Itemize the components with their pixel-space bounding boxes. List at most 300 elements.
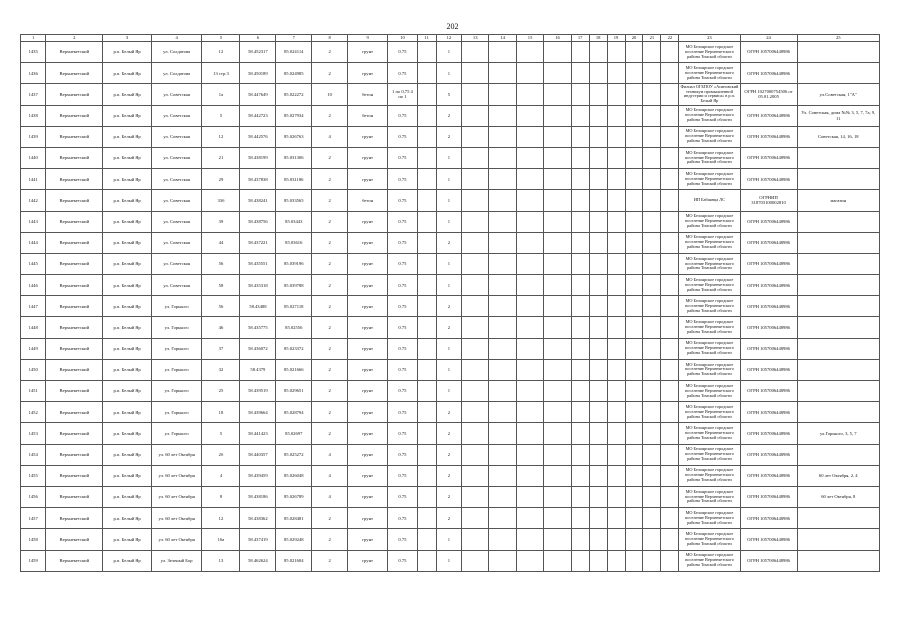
- cell-empty: [661, 190, 679, 211]
- cell-empty: [544, 147, 571, 168]
- record-number: 1444: [21, 232, 46, 253]
- surface-type: грунт: [348, 42, 388, 63]
- cell-empty: [489, 444, 516, 465]
- served-addresses: [797, 211, 879, 232]
- column-number: 6: [240, 35, 276, 42]
- latitude: 58.438199: [240, 147, 276, 168]
- locality: р.п. Белый Яр: [103, 317, 152, 338]
- cell-empty: [661, 42, 679, 63]
- house-number: 58: [202, 275, 240, 296]
- house-number: 8: [202, 486, 240, 507]
- owner-organization: МО Белоярское городское поселение Верхнекетского района Томской области: [679, 126, 740, 147]
- column-number: 5: [202, 35, 240, 42]
- served-addresses: [797, 42, 879, 63]
- district: Верхнекетский: [46, 84, 103, 105]
- cell-empty: [571, 42, 589, 63]
- table-row: [21, 232, 880, 253]
- cell-empty: [516, 359, 543, 380]
- served-addresses: [797, 359, 879, 380]
- cell-empty: [607, 423, 625, 444]
- cell-empty: [589, 147, 607, 168]
- cell-empty: [417, 359, 436, 380]
- cell-empty: [589, 42, 607, 63]
- cell-empty: [607, 508, 625, 529]
- cell-empty: [417, 211, 436, 232]
- cell-empty: [516, 63, 543, 84]
- cell-empty: [589, 190, 607, 211]
- owner-organization: МО Белоярское городское поселение Верхнекетского района Томской области: [679, 359, 740, 380]
- latitude: 58.440357: [240, 444, 276, 465]
- cell-empty: [544, 317, 571, 338]
- cell-empty: [489, 211, 516, 232]
- street: ул. Солдатова: [151, 42, 202, 63]
- cell-empty: [625, 84, 643, 105]
- cell-empty: [544, 253, 571, 274]
- surface-type: грунт: [348, 444, 388, 465]
- owner-organization: МО Белоярское городское поселение Верхнекетского района Томской области: [679, 232, 740, 253]
- cell-empty: [516, 529, 543, 550]
- cell-count: 2: [436, 317, 461, 338]
- cell-empty: [661, 338, 679, 359]
- district: Верхнекетский: [46, 105, 103, 126]
- cell-count: 1: [436, 63, 461, 84]
- column-number: 22: [661, 35, 679, 42]
- table-row: [21, 190, 880, 211]
- container-count: 2: [312, 317, 348, 338]
- cell-empty: [516, 253, 543, 274]
- street: ул. Советская: [151, 253, 202, 274]
- cell-empty: [462, 232, 489, 253]
- cell-empty: [661, 359, 679, 380]
- cell-empty: [625, 105, 643, 126]
- cell-empty: [607, 381, 625, 402]
- area: 0.75: [388, 275, 418, 296]
- district: Верхнекетский: [46, 169, 103, 190]
- district: Верхнекетский: [46, 359, 103, 380]
- cell-empty: [625, 147, 643, 168]
- owner-organization: МО Белоярское городское поселение Верхнекетского района Томской области: [679, 381, 740, 402]
- container-count: 2: [312, 169, 348, 190]
- cell-empty: [607, 84, 625, 105]
- container-count: 10: [312, 84, 348, 105]
- cell-empty: [462, 550, 489, 571]
- area: 0.75: [388, 486, 418, 507]
- cell-empty: [417, 169, 436, 190]
- table-row: [21, 402, 880, 423]
- latitude: 58.439519: [240, 381, 276, 402]
- table-row: [21, 253, 880, 274]
- cell-count: 1: [436, 169, 461, 190]
- cell-empty: [643, 42, 661, 63]
- cell-empty: [417, 275, 436, 296]
- latitude: 58.435551: [240, 253, 276, 274]
- street: ул. Горького: [151, 381, 202, 402]
- container-count: 2: [312, 147, 348, 168]
- cell-empty: [571, 126, 589, 147]
- record-number: 1441: [21, 169, 46, 190]
- cell-empty: [625, 296, 643, 317]
- house-number: 21: [202, 147, 240, 168]
- cell-empty: [589, 63, 607, 84]
- street: ул. Горького: [151, 296, 202, 317]
- cell-empty: [643, 508, 661, 529]
- cell-empty: [571, 275, 589, 296]
- served-addresses: [797, 147, 879, 168]
- house-number: 46: [202, 317, 240, 338]
- house-number: 56: [202, 253, 240, 274]
- cell-empty: [571, 486, 589, 507]
- cell-empty: [661, 486, 679, 507]
- cell-empty: [516, 465, 543, 486]
- surface-type: грунт: [348, 232, 388, 253]
- latitude: 58.436072: [240, 338, 276, 359]
- cell-empty: [643, 465, 661, 486]
- longitude: 85.02697: [276, 423, 312, 444]
- area: 0.75: [388, 147, 418, 168]
- cell-empty: [661, 126, 679, 147]
- owner-ogrn: ОГРН 1057006448986: [740, 338, 797, 359]
- longitude: 85.029651: [276, 381, 312, 402]
- table-row: [21, 169, 880, 190]
- container-count: 2: [312, 338, 348, 359]
- cell-count: 2: [436, 423, 461, 444]
- street: ул. 60 лет Октября: [151, 486, 202, 507]
- record-number: 1443: [21, 211, 46, 232]
- cell-empty: [661, 402, 679, 423]
- cell-empty: [489, 359, 516, 380]
- owner-organization: МО Белоярское городское поселение Верхнекетского района Томской области: [679, 211, 740, 232]
- cell-empty: [571, 296, 589, 317]
- served-addresses: [797, 317, 879, 338]
- column-number: 13: [462, 35, 489, 42]
- table-row: [21, 105, 880, 126]
- surface-type: грунт: [348, 423, 388, 444]
- house-number: 56: [202, 296, 240, 317]
- longitude: 85.023372: [276, 338, 312, 359]
- latitude: 58.441423: [240, 423, 276, 444]
- cell-empty: [516, 423, 543, 444]
- street: ул. Солдатова: [151, 63, 202, 84]
- cell-empty: [661, 381, 679, 402]
- surface-type: грунт: [348, 275, 388, 296]
- cell-empty: [489, 508, 516, 529]
- cell-empty: [544, 423, 571, 444]
- cell-empty: [607, 147, 625, 168]
- cell-empty: [607, 42, 625, 63]
- served-addresses: 60 лет Октября, 2, 4: [797, 465, 879, 486]
- street: ул. Горького: [151, 359, 202, 380]
- area: 0.75: [388, 444, 418, 465]
- district: Верхнекетский: [46, 211, 103, 232]
- district: Верхнекетский: [46, 190, 103, 211]
- column-number: 4: [151, 35, 202, 42]
- longitude: 85.026763: [276, 126, 312, 147]
- record-number: 1439: [21, 126, 46, 147]
- cell-empty: [489, 190, 516, 211]
- cell-empty: [661, 253, 679, 274]
- cell-empty: [417, 42, 436, 63]
- locality: р.п. Белый Яр: [103, 253, 152, 274]
- surface-type: грунт: [348, 381, 388, 402]
- cell-empty: [516, 126, 543, 147]
- locality: р.п. Белый Яр: [103, 190, 152, 211]
- surface-type: грунт: [348, 402, 388, 423]
- record-number: 1438: [21, 105, 46, 126]
- district: Верхнекетский: [46, 253, 103, 274]
- cell-empty: [417, 317, 436, 338]
- table-row: [21, 296, 880, 317]
- cell-empty: [489, 381, 516, 402]
- locality: р.п. Белый Яр: [103, 359, 152, 380]
- street: ул. Советская: [151, 169, 202, 190]
- table-body: [21, 35, 880, 572]
- house-number: 12: [202, 126, 240, 147]
- district: Верхнекетский: [46, 63, 103, 84]
- cell-count: 2: [436, 444, 461, 465]
- owner-organization: МО Белоярское городское поселение Верхнекетского района Томской области: [679, 465, 740, 486]
- container-count: 2: [312, 105, 348, 126]
- surface-type: грунт: [348, 253, 388, 274]
- owner-ogrn: ОГРН 1057006448986: [740, 486, 797, 507]
- cell-empty: [417, 381, 436, 402]
- cell-empty: [417, 253, 436, 274]
- cell-empty: [625, 63, 643, 84]
- cell-empty: [462, 317, 489, 338]
- district: Верхнекетский: [46, 486, 103, 507]
- cell-empty: [643, 529, 661, 550]
- column-number: 16: [544, 35, 571, 42]
- owner-organization: МО Белоярское городское поселение Верхнекетского района Томской области: [679, 529, 740, 550]
- cell-empty: [625, 529, 643, 550]
- cell-empty: [643, 423, 661, 444]
- owner-ogrn: ОГРН 1057006448986: [740, 275, 797, 296]
- owner-ogrn: ОГРН 1057006448986: [740, 42, 797, 63]
- cell-empty: [643, 169, 661, 190]
- owner-ogrn: ОГРН 1057006448986: [740, 359, 797, 380]
- record-number: 1451: [21, 381, 46, 402]
- cell-empty: [489, 63, 516, 84]
- column-number: 14: [489, 35, 516, 42]
- longitude: 85.029248: [276, 529, 312, 550]
- cell-empty: [643, 84, 661, 105]
- table-row: [21, 42, 880, 63]
- owner-ogrn: ОГРН 1057006448986: [740, 63, 797, 84]
- served-addresses: магазин: [797, 190, 879, 211]
- longitude: 85.024985: [276, 63, 312, 84]
- house-number: 12: [202, 508, 240, 529]
- street: ул. 60 лет Октября: [151, 508, 202, 529]
- container-count: 4: [312, 465, 348, 486]
- served-addresses: [797, 253, 879, 274]
- longitude: 85.021604: [276, 550, 312, 571]
- cell-empty: [516, 232, 543, 253]
- surface-type: грунт: [348, 169, 388, 190]
- cell-empty: [489, 42, 516, 63]
- latitude: 58.437419: [240, 529, 276, 550]
- house-number: 37: [202, 338, 240, 359]
- served-addresses: [797, 508, 879, 529]
- table-row: [21, 211, 880, 232]
- street: ул. Советская: [151, 105, 202, 126]
- cell-empty: [643, 359, 661, 380]
- cell-empty: [643, 381, 661, 402]
- container-count: 4: [312, 126, 348, 147]
- served-addresses: [797, 169, 879, 190]
- district: Верхнекетский: [46, 42, 103, 63]
- table-row: [21, 126, 880, 147]
- locality: р.п. Белый Яр: [103, 126, 152, 147]
- cell-empty: [462, 211, 489, 232]
- cell-empty: [462, 338, 489, 359]
- surface-type: грунт: [348, 359, 388, 380]
- locality: р.п. Белый Яр: [103, 529, 152, 550]
- cell-empty: [661, 508, 679, 529]
- cell-empty: [589, 359, 607, 380]
- cell-empty: [462, 169, 489, 190]
- cell-empty: [417, 338, 436, 359]
- latitude: 58.452317: [240, 42, 276, 63]
- cell-empty: [462, 402, 489, 423]
- cell-count: 2: [436, 508, 461, 529]
- cell-empty: [462, 63, 489, 84]
- column-number: 19: [607, 35, 625, 42]
- cell-empty: [571, 211, 589, 232]
- street: ул. Горького: [151, 423, 202, 444]
- record-number: 1442: [21, 190, 46, 211]
- latitude: 58.438362: [240, 508, 276, 529]
- cell-empty: [571, 105, 589, 126]
- longitude: 85.031186: [276, 169, 312, 190]
- cell-empty: [589, 84, 607, 105]
- table-row: [21, 63, 880, 84]
- house-number: 2б: [202, 444, 240, 465]
- longitude: 85.026048: [276, 465, 312, 486]
- container-count: 2: [312, 423, 348, 444]
- cell-empty: [625, 169, 643, 190]
- cell-empty: [516, 169, 543, 190]
- area: 0.75: [388, 232, 418, 253]
- cell-empty: [544, 486, 571, 507]
- district: Верхнекетский: [46, 275, 103, 296]
- surface-type: грунт: [348, 550, 388, 571]
- cell-empty: [489, 338, 516, 359]
- cell-empty: [571, 253, 589, 274]
- cell-empty: [489, 550, 516, 571]
- cell-empty: [607, 232, 625, 253]
- container-count: 4: [312, 444, 348, 465]
- house-number: 5: [202, 423, 240, 444]
- cell-empty: [589, 338, 607, 359]
- cell-empty: [625, 42, 643, 63]
- record-number: 1435: [21, 42, 46, 63]
- record-number: 1436: [21, 63, 46, 84]
- owner-organization: МО Белоярское городское поселение Верхнекетского района Томской области: [679, 147, 740, 168]
- cell-empty: [489, 232, 516, 253]
- cell-empty: [417, 402, 436, 423]
- owner-ogrn: ОГРН 1057006448986: [740, 126, 797, 147]
- served-addresses: [797, 529, 879, 550]
- cell-empty: [571, 63, 589, 84]
- house-number: 1а: [202, 84, 240, 105]
- cell-empty: [589, 253, 607, 274]
- cell-empty: [661, 444, 679, 465]
- locality: р.п. Белый Яр: [103, 63, 152, 84]
- cell-count: 2: [436, 465, 461, 486]
- owner-organization: МО Белоярское городское поселение Верхнекетского района Томской области: [679, 486, 740, 507]
- cell-empty: [417, 296, 436, 317]
- record-number: 1456: [21, 486, 46, 507]
- cell-empty: [625, 381, 643, 402]
- record-number: 1458: [21, 529, 46, 550]
- cell-count: 1: [436, 190, 461, 211]
- cell-count: 2: [436, 402, 461, 423]
- latitude: 58.439459: [240, 465, 276, 486]
- cell-empty: [544, 190, 571, 211]
- column-number: 2: [46, 35, 103, 42]
- district: Верхнекетский: [46, 296, 103, 317]
- district: Верхнекетский: [46, 147, 103, 168]
- owner-ogrn: ОГРН 1027000754506 от 05.01.2005: [740, 84, 797, 105]
- cell-empty: [571, 402, 589, 423]
- cell-count: 1: [436, 275, 461, 296]
- cell-empty: [516, 338, 543, 359]
- cell-empty: [489, 296, 516, 317]
- locality: р.п. Белый Яр: [103, 338, 152, 359]
- owner-ogrn: ОГРН 1057006448986: [740, 465, 797, 486]
- locality: р.п. Белый Яр: [103, 550, 152, 571]
- cell-empty: [661, 275, 679, 296]
- house-number: 5: [202, 105, 240, 126]
- owner-ogrn: ОГРНИП 318703100002810: [740, 190, 797, 211]
- surface-type: грунт: [348, 465, 388, 486]
- cell-empty: [661, 211, 679, 232]
- served-addresses: [797, 550, 879, 571]
- column-number: 12: [436, 35, 461, 42]
- cell-empty: [643, 190, 661, 211]
- district: Верхнекетский: [46, 444, 103, 465]
- cell-empty: [516, 190, 543, 211]
- surface-type: грунт: [348, 63, 388, 84]
- longitude: 85.031306: [276, 147, 312, 168]
- locality: р.п. Белый Яр: [103, 402, 152, 423]
- cell-empty: [544, 402, 571, 423]
- owner-ogrn: ОГРН 1057006448986: [740, 253, 797, 274]
- table-row: [21, 338, 880, 359]
- district: Верхнекетский: [46, 126, 103, 147]
- longitude: 85.039196: [276, 253, 312, 274]
- cell-empty: [417, 105, 436, 126]
- locality: р.п. Белый Яр: [103, 232, 152, 253]
- served-addresses: Советская, 14, 16, 18: [797, 126, 879, 147]
- owner-organization: МО Белоярское городское поселение Верхнекетского района Томской области: [679, 296, 740, 317]
- cell-empty: [489, 275, 516, 296]
- cell-empty: [516, 317, 543, 338]
- cell-empty: [544, 126, 571, 147]
- cell-empty: [462, 126, 489, 147]
- column-number: 20: [625, 35, 643, 42]
- cell-empty: [571, 338, 589, 359]
- cell-empty: [462, 42, 489, 63]
- cell-empty: [544, 232, 571, 253]
- cell-empty: [516, 105, 543, 126]
- cell-empty: [516, 486, 543, 507]
- cell-empty: [544, 169, 571, 190]
- cell-empty: [571, 465, 589, 486]
- cell-empty: [643, 232, 661, 253]
- cell-empty: [544, 529, 571, 550]
- owner-ogrn: ОГРН 1057006448986: [740, 147, 797, 168]
- district: Верхнекетский: [46, 338, 103, 359]
